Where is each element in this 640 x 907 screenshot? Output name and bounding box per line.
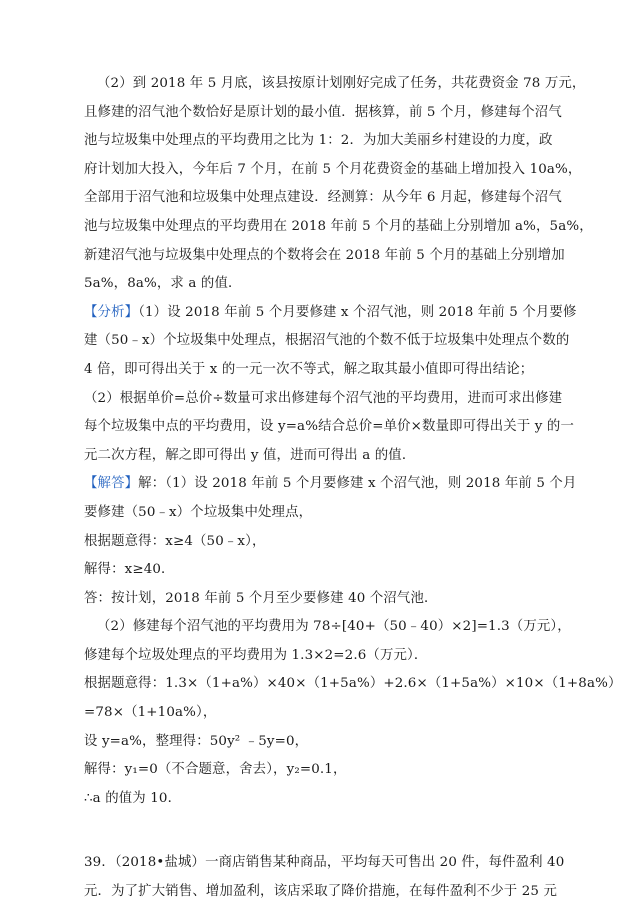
text-line: 根据题意得：x≥4（50﹣x）， bbox=[84, 533, 266, 549]
text-line: 新建沼气池与垃圾集中处理点的个数将会在 2018 年前 5 个月的基础上分别增加 bbox=[84, 247, 565, 263]
text-line: 池与垃圾集中处理点的平均费用在 2018 年前 5 个月的基础上分别增加 a%，5a%， bbox=[84, 218, 593, 234]
text-line: （2）根据单价=总价÷数量可求出修建每个沼气池的平均费用，进而可求出修建 bbox=[84, 390, 563, 406]
text-line: 且修建的沼气池个数恰好是原计划的最小值．据核算，前 5 个月，修建每个沼气 bbox=[84, 104, 562, 120]
text-line: 解得：x≥40． bbox=[84, 562, 175, 578]
text-line: 每个垃圾集中点的平均费用，设 y=a%结合总价=单价×数量即可得出关于 y 的一 bbox=[84, 419, 574, 435]
text-line: 答：按计划，2018 年前 5 个月至少要修建 40 个沼气池． bbox=[84, 590, 438, 606]
text-line: 设 y=a%，整理得：50y² ﹣5y=0， bbox=[84, 733, 309, 749]
text-line: 府计划加大投入，今年后 7 个月，在前 5 个月花费资金的基础上增加投入 10a%， bbox=[84, 161, 582, 177]
text-line: 修建每个垃圾处理点的平均费用为 1.3×2=2.6（万元）． bbox=[84, 647, 428, 663]
text-line: 4 倍，即可得出关于 x 的一元一次不等式，解之取其最小值即可得出结论； bbox=[84, 361, 534, 377]
text-line: 5a%，8a%，求 a 的值． bbox=[84, 276, 242, 292]
solution-tag: 【解答】 bbox=[84, 476, 139, 492]
solution-section bbox=[84, 470, 622, 813]
text-line: 池与垃圾集中处理点的平均费用之比为 1：2．为加大美丽乡村建设的力度，政 bbox=[84, 133, 553, 149]
text-line: 解得：y₁=0（不合题意，舍去），y₂=0.1， bbox=[84, 762, 347, 778]
text-line: ∴a 的值为 10． bbox=[84, 790, 182, 806]
text-line: （2）到 2018 年 5 月底，该县按原计划刚好完成了任务，共花费资金 78 万元， bbox=[97, 76, 586, 91]
text-line: =78×（1+10a%）， bbox=[84, 705, 217, 721]
section-gap bbox=[84, 813, 564, 849]
text-line: 39．（2018•盐城）一商店销售某种商品，平均每天可售出 20 件，每件盈利 40 bbox=[84, 855, 565, 871]
analysis-text: （1）设 2018 年前 5 个月要修建 x 个沼气池，则 2018 年前 5 个月要修 bbox=[138, 304, 577, 320]
document-page bbox=[84, 70, 622, 907]
part2-problem bbox=[84, 70, 593, 299]
question-39 bbox=[84, 849, 564, 906]
analysis-first-line bbox=[84, 299, 577, 328]
analysis-section bbox=[84, 299, 577, 471]
analysis-tag: 【分析】 bbox=[84, 304, 139, 320]
text-line: 根据题意得：1.3×（1+a%）×40×（1+5a%）+2.6×（1+5a%）×10×（1+8a%） bbox=[84, 676, 622, 692]
text-line: 建（50﹣x）个垃圾集中处理点，根据沼气池的个数不低于垃圾集中处理点个数的 bbox=[84, 333, 570, 349]
text-line: 元二次方程，解之即可得出 y 值，进而可得出 a 的值． bbox=[84, 447, 416, 463]
solution-first-line bbox=[84, 470, 577, 499]
solution-text: 解：（1）设 2018 年前 5 个月要修建 x 个沼气池，则 2018 年前 5 个月 bbox=[138, 476, 577, 492]
text-line: 元．为了扩大销售、增加盈利，该店采取了降价措施，在每件盈利不少于 25 元 bbox=[84, 884, 557, 900]
text-line: 全部用于沼气池和垃圾集中处理点建设．经测算：从今年 6 月起，修建每个沼气 bbox=[84, 190, 562, 206]
text-line: （2）修建每个沼气池的平均费用为 78÷[40+（50﹣40）×2]=1.3（万元）， bbox=[97, 619, 571, 635]
text-line: 要修建（50﹣x）个垃圾集中处理点， bbox=[84, 504, 313, 520]
